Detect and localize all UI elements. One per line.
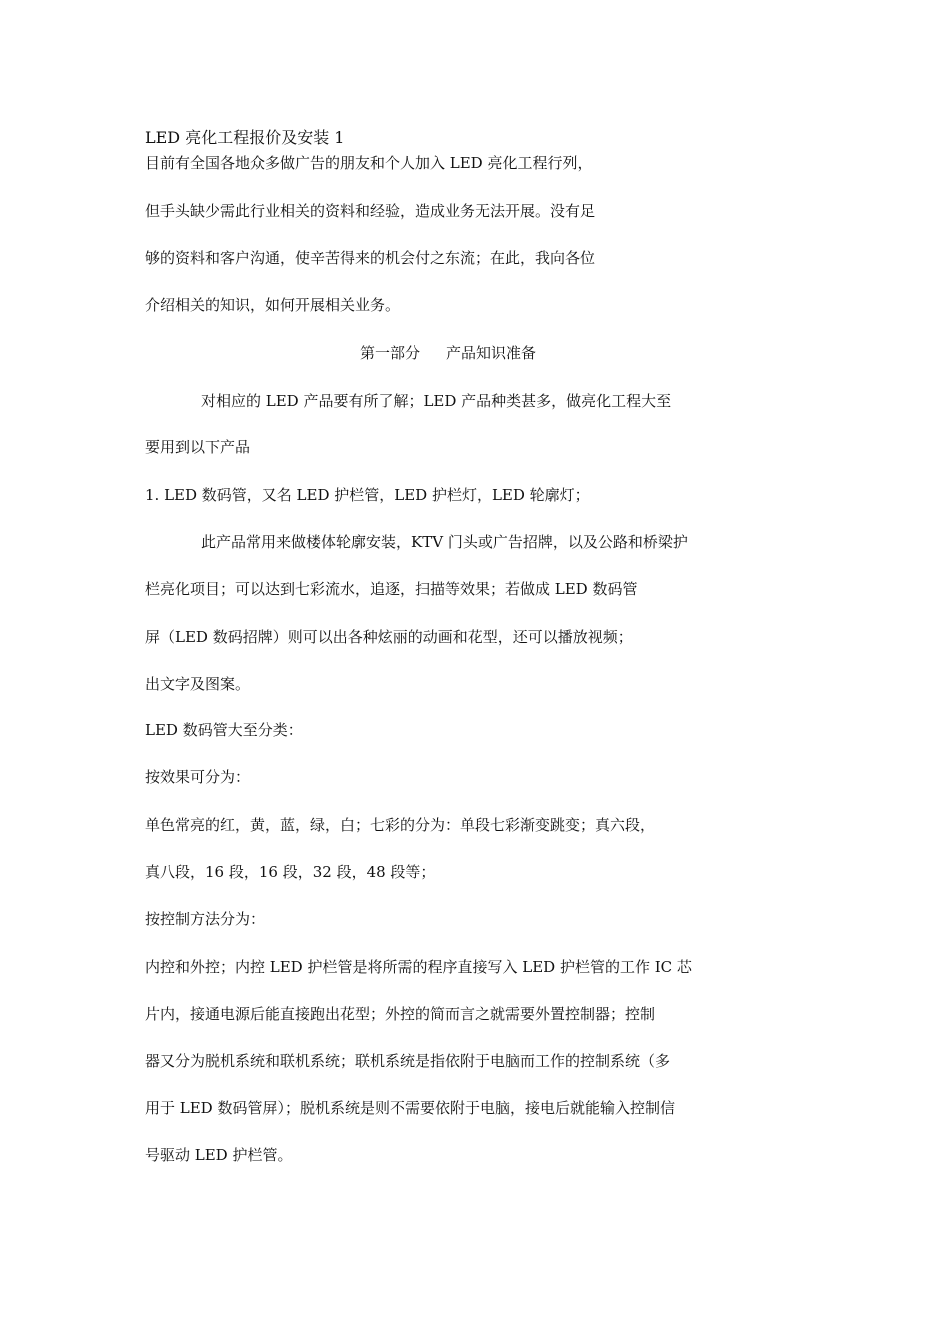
by-effect-line-2: 真八段，16 段，16 段，32 段，48 段等；	[145, 863, 436, 881]
by-control-line-1: 内控和外控；内控 LED 护栏管是将所需的程序直接写入 LED 护栏管的工作 IC 芯	[145, 958, 692, 976]
by-effect-line-1: 单色常亮的红，黄，蓝，绿，白；七彩的分为：单段七彩渐变跳变；真六段，	[145, 816, 656, 834]
by-control-line-5: 号驱动 LED 护栏管。	[145, 1146, 293, 1164]
by-control-line-2: 片内，接通电源后能直接跑出花型；外控的简而言之就需要外置控制器；控制	[145, 1005, 656, 1023]
item1-title: 1. LED 数码管，又名 LED 护栏管，LED 护栏灯，LED 轮廓灯；	[145, 486, 590, 504]
section-intro-line-1: 对相应的 LED 产品要有所了解；LED 产品种类甚多，做亮化工程大至	[201, 392, 672, 410]
section-heading	[360, 343, 536, 363]
intro-line-1: 目前有全国各地众多做广告的朋友和个人加入 LED 亮化工程行列，	[145, 154, 593, 172]
item1-desc-line-2: 栏亮化项目；可以达到七彩流水，追逐，扫描等效果；若做成 LED 数码管	[145, 580, 638, 598]
item1-desc-line-4: 出文字及图案。	[145, 675, 251, 693]
section-heading-part: 第一部分	[360, 344, 421, 362]
item1-desc-line-3: 屏（LED 数码招牌）则可以出各种炫丽的动画和花型，还可以播放视频；	[145, 628, 633, 646]
by-control-line-4: 用于 LED 数码管屏）；脱机系统是则不需要依附于电脑，接电后就能输入控制信	[145, 1099, 675, 1117]
section-heading-name: 产品知识准备	[446, 344, 537, 362]
intro-line-4: 介绍相关的知识，如何开展相关业务。	[145, 296, 401, 314]
classification-title: LED 数码管大至分类：	[145, 721, 303, 739]
by-effect-title: 按效果可分为：	[145, 768, 251, 786]
item1-desc-line-1: 此产品常用来做楼体轮廓安装，KTV 门头或广告招牌，以及公路和桥梁护	[201, 533, 688, 551]
intro-line-3: 够的资料和客户沟通，使辛苦得来的机会付之东流；在此，我向各位	[145, 249, 596, 267]
by-control-title: 按控制方法分为：	[145, 910, 266, 928]
document-title: LED 亮化工程报价及安装 1	[145, 128, 345, 147]
intro-line-2: 但手头缺少需此行业相关的资料和经验，造成业务无法开展。没有足	[145, 202, 596, 220]
section-intro-line-2: 要用到以下产品	[145, 438, 251, 456]
by-control-line-3: 器又分为脱机系统和联机系统；联机系统是指依附于电脑而工作的控制系统（多	[145, 1052, 671, 1070]
